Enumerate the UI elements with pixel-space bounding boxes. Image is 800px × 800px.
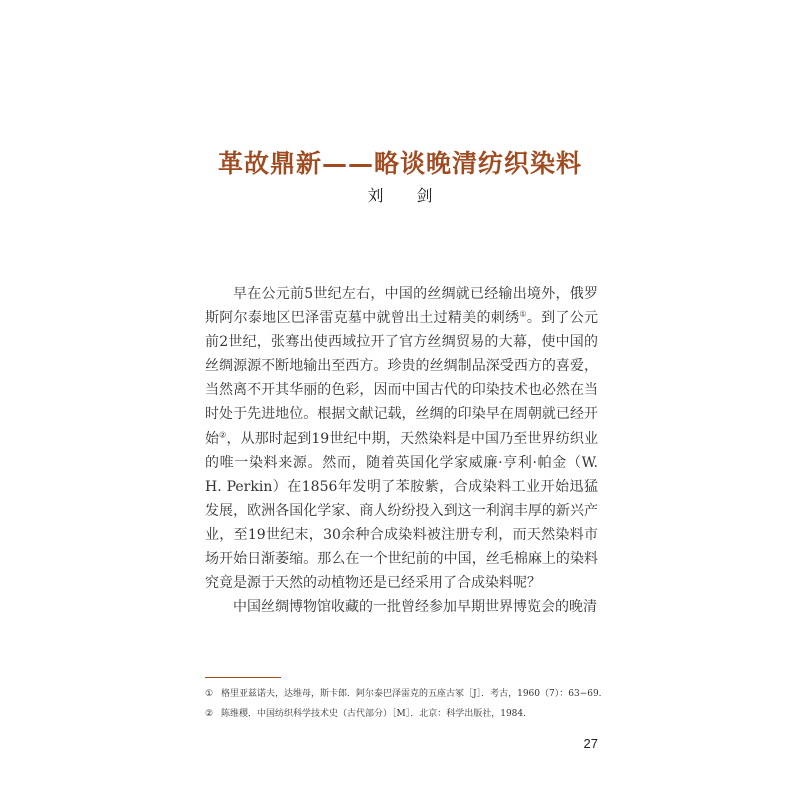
article-body <box>205 282 598 619</box>
paragraph-1-part-a: 早在公元前5世纪左右，中国的丝绸就已经输出境外，俄罗斯阿尔泰地区巴泽雷克墓中就曾出土过精美的刺绣 <box>205 286 598 327</box>
paragraph-2: 中国丝绸博物馆收藏的一批曾经参加早期世界博览会的晚清 <box>233 599 597 616</box>
footnote-mark: ① <box>205 689 214 699</box>
footnotes <box>205 684 602 724</box>
footnote-item <box>205 704 598 724</box>
article-author: 刘 剑 <box>367 186 447 205</box>
paragraph-1-part-b: 。到了公元前2世纪，张骞出使西域拉开了官方丝绸贸易的大幕，使中国的丝绸源源不断地输出至西方。珍贵的丝绸制品深受西方的喜爱，当然离不开其华丽的色彩，因而中国古代的印染技术也必然在当时处于先进地位。根据文献记载，丝绸的印染早在周朝就已经开始 <box>205 310 599 447</box>
footnote-text: 陈维稷．中国纺织科学技术史（古代部分）［M］．北京：科学出版社，1984. <box>221 709 526 719</box>
footnote-text: 格里亚兹诺夫，达维母，斯卡郎．阿尔泰巴泽雷克的五座古冢［J］．考古，1960（7）：63−69. <box>221 689 602 699</box>
page-number: 27 <box>583 736 598 751</box>
footnote-ref-2[interactable]: ② <box>219 429 227 439</box>
footnote-ref-1[interactable]: ① <box>519 309 527 319</box>
paragraph-1 <box>205 282 598 595</box>
footnote-divider <box>205 677 281 678</box>
paragraph-1-part-c: ，从那时起到19世纪中期，天然染料是中国乃至世界纺织业的唯一染料来源。然而，随着英国化学家威廉·亨利·帕金（W. H. Perkin）在1856年发明了苯胺紫，合成染料工业开始迅猛发展，欧洲各国化学家、商人纷纷投入到这一利润丰厚的新兴产业，至19世纪末，30余种合成染料被注册专利，而天然染料市场开始日渐萎缩。那么在一个世纪前的中国，丝毛棉麻上的染料究竟是源于天然的动植物还是已经采用了合成染料呢？ <box>205 430 599 592</box>
footnote-item <box>205 684 602 704</box>
footnote-mark: ② <box>205 709 214 719</box>
article-title: 革故鼎新——略谈晚清纺织染料 <box>217 149 582 178</box>
